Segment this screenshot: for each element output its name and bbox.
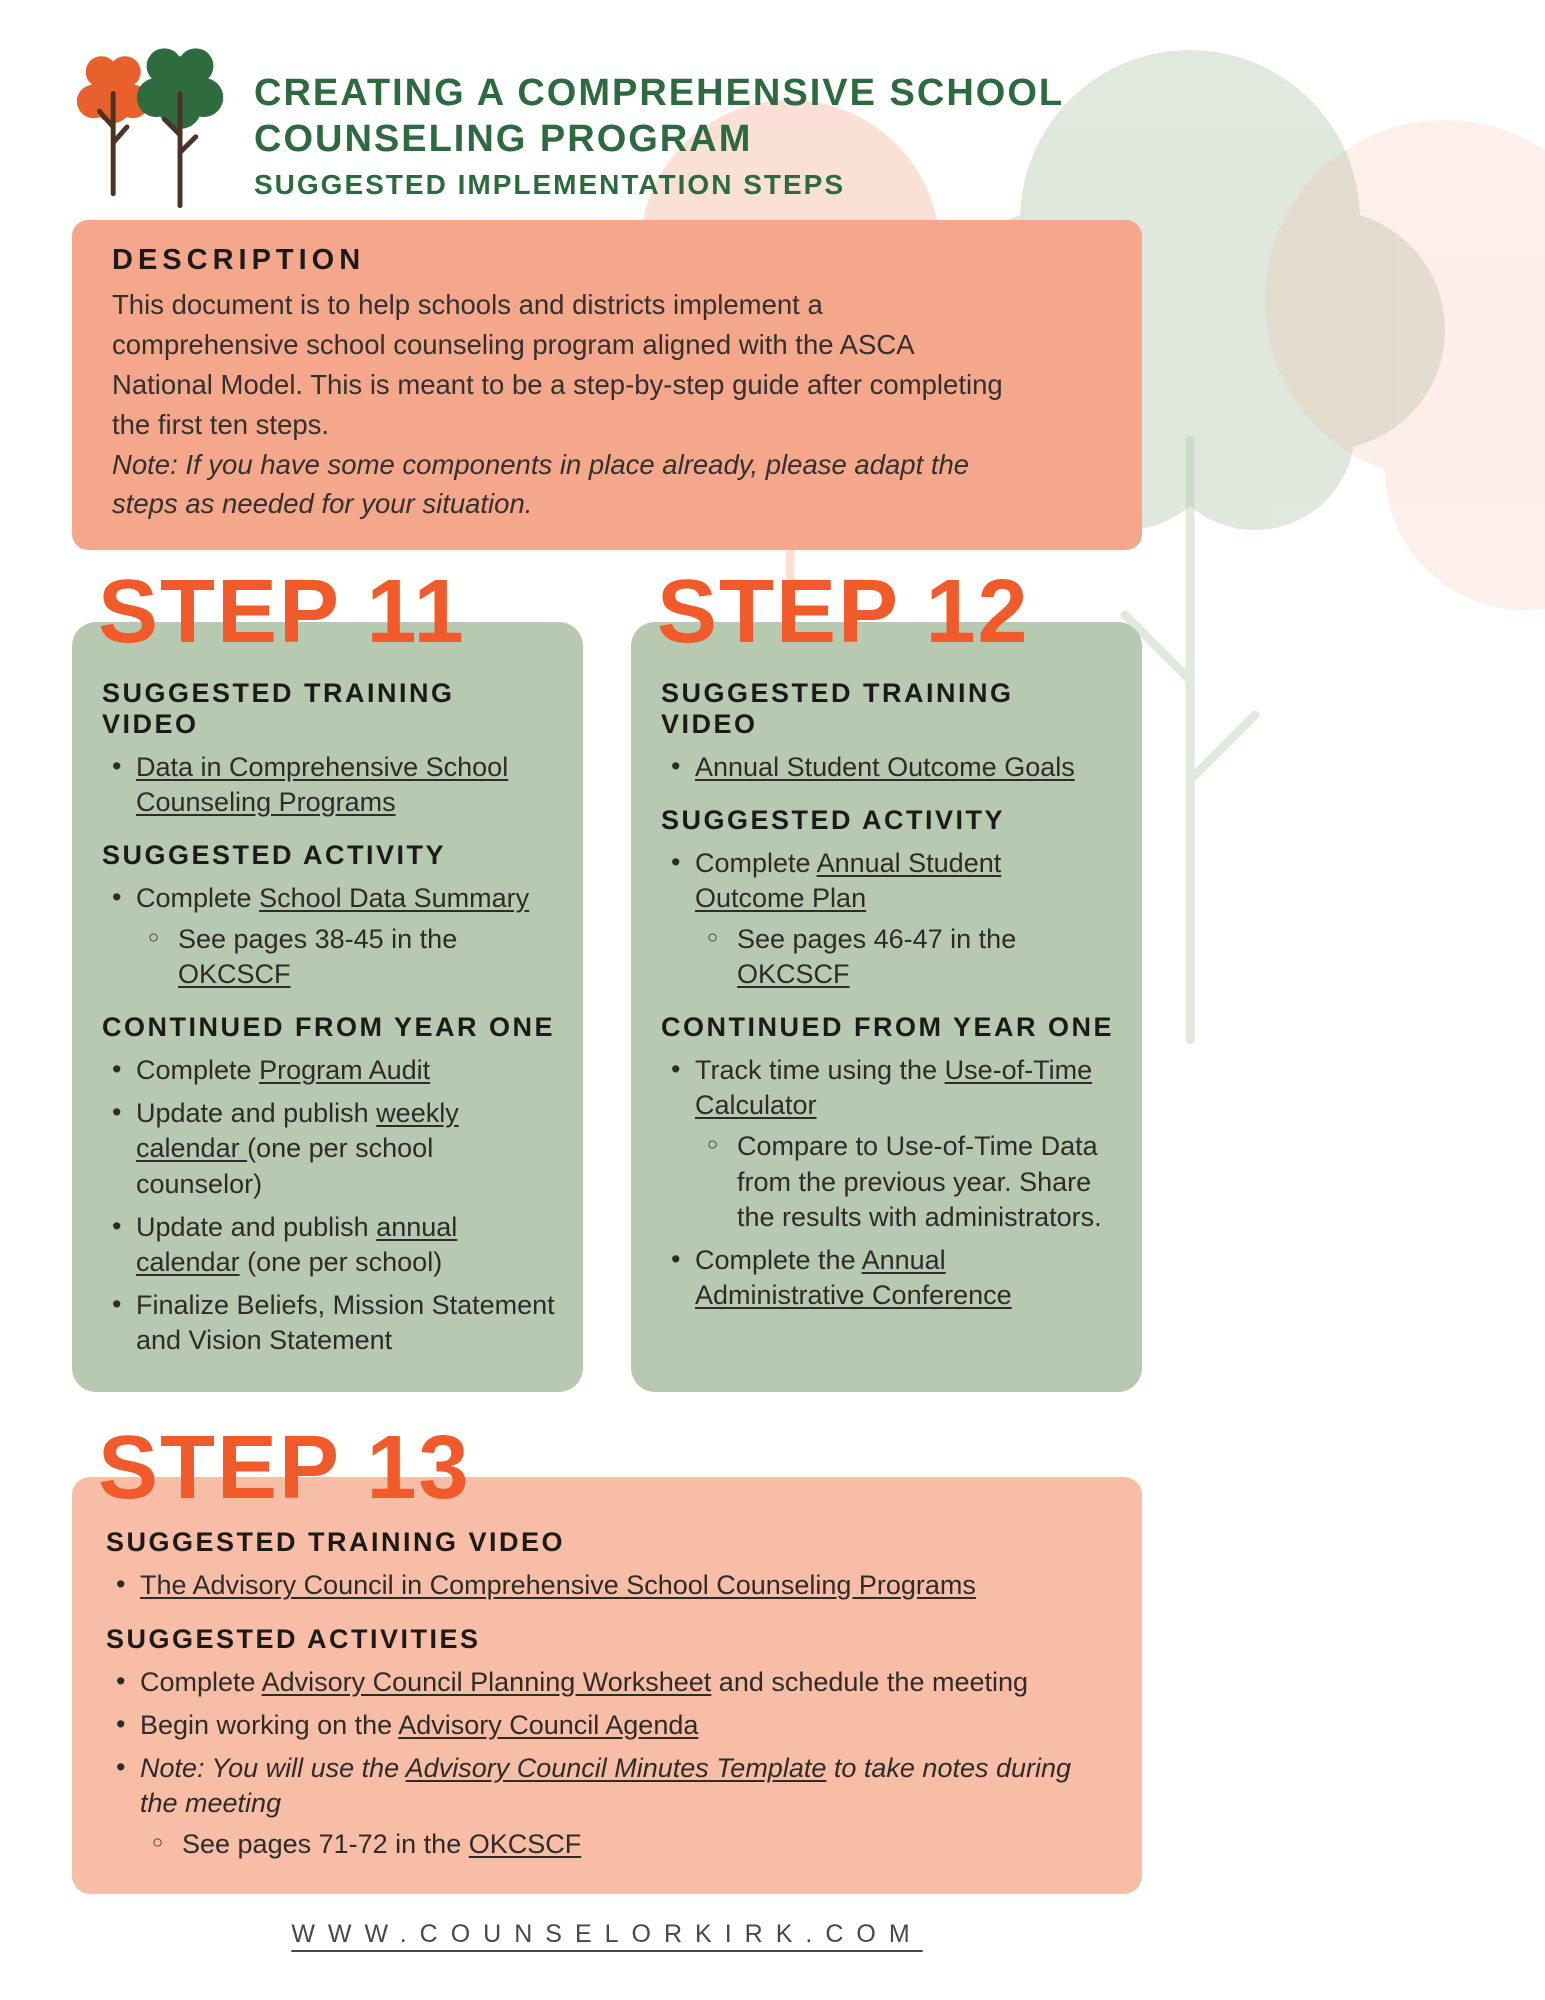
text-segment: Complete bbox=[140, 1666, 262, 1697]
trees-logo-icon bbox=[66, 36, 238, 214]
link[interactable]: Use-of-Time Calculator bbox=[695, 1055, 1093, 1121]
footer bbox=[72, 1920, 1142, 1949]
list-item-text bbox=[136, 1212, 457, 1277]
section-heading-training-video: SUGGESTED TRAINING VIDEO bbox=[106, 1527, 566, 1558]
website-link[interactable]: WWW.COUNSELORKIRK.COM bbox=[291, 1920, 923, 1949]
link[interactable]: Annual Student Outcome Plan bbox=[695, 847, 1002, 913]
text-segment: (one per school counselor) bbox=[136, 1133, 434, 1199]
text-segment: Track time using the bbox=[695, 1055, 945, 1086]
section-heading-continued: CONTINUED FROM YEAR ONE bbox=[102, 1012, 556, 1043]
content bbox=[0, 36, 1545, 1949]
text-segment: to take notes during the meeting bbox=[140, 1752, 1072, 1818]
link[interactable]: Program Audit bbox=[259, 1055, 431, 1086]
list-item-text bbox=[695, 752, 1075, 782]
text-segment: Begin working on the bbox=[140, 1709, 399, 1740]
list-item bbox=[102, 1288, 557, 1358]
page-title-line-1: CREATING A COMPREHENSIVE SCHOOL bbox=[254, 72, 1065, 114]
bullet-list bbox=[661, 1053, 1116, 1313]
link[interactable]: Advisory Council Planning Worksheet bbox=[261, 1666, 712, 1697]
link[interactable]: Data in Comprehensive School Counseling Programs bbox=[136, 751, 509, 817]
description-section bbox=[72, 220, 1142, 550]
bullet-list bbox=[102, 881, 557, 992]
link[interactable]: OKCSCF bbox=[468, 1828, 582, 1859]
list-item bbox=[106, 1708, 1108, 1743]
step-12-box bbox=[631, 622, 1142, 1392]
step-11-column bbox=[72, 560, 583, 1392]
step-13-heading: STEP 13 bbox=[98, 1417, 471, 1518]
link[interactable]: School Data Summary bbox=[259, 882, 530, 913]
description-body: This document is to help schools and districts implement a comprehensive school counseling program aligned with the ASCA National Model. This is meant to be a step-by-step guide after completing the first ten steps. bbox=[112, 289, 1003, 440]
description-heading: DESCRIPTION bbox=[112, 244, 366, 276]
bullet-list bbox=[661, 846, 1116, 992]
list-item-text bbox=[695, 848, 1001, 913]
text-segment: (one per school) bbox=[239, 1246, 443, 1277]
list-item bbox=[106, 1665, 1108, 1700]
text-segment: Compare to Use-of-Time Data from the previous year. Share the results with administrators. bbox=[737, 1131, 1102, 1232]
text-segment: See pages 38-45 in the bbox=[178, 924, 458, 955]
steps-row bbox=[72, 560, 1142, 1392]
sub-list-item bbox=[136, 922, 557, 992]
list-item-text bbox=[182, 1829, 581, 1859]
bullet-list bbox=[106, 1568, 1108, 1603]
section-heading-training-video: SUGGESTED TRAINING VIDEO bbox=[661, 677, 1014, 739]
list-item bbox=[102, 1210, 557, 1280]
text-segment: Update and publish bbox=[136, 1211, 377, 1242]
link[interactable]: Annual Student Outcome Goals bbox=[695, 751, 1075, 782]
step-12-heading: STEP 12 bbox=[657, 562, 1030, 663]
bullet-list bbox=[102, 1053, 557, 1358]
list-item bbox=[106, 1568, 1108, 1603]
step-11-heading: STEP 11 bbox=[98, 562, 466, 663]
list-item-text bbox=[136, 752, 508, 817]
text-segment: Update and publish bbox=[136, 1098, 377, 1129]
list-item-text bbox=[695, 1245, 1012, 1310]
list-item bbox=[661, 750, 1116, 785]
section-heading-training-video: SUGGESTED TRAINING VIDEO bbox=[102, 677, 455, 739]
text-segment: and schedule the meeting bbox=[711, 1666, 1029, 1697]
bullet-list bbox=[102, 750, 557, 820]
list-item bbox=[661, 846, 1116, 992]
sub-bullet-list bbox=[140, 1827, 1108, 1862]
list-item-text bbox=[737, 1131, 1102, 1231]
text-segment: Complete bbox=[136, 882, 260, 913]
text-segment: Note: You will use the bbox=[140, 1752, 406, 1783]
sub-bullet-list bbox=[695, 1129, 1116, 1234]
title-block bbox=[254, 36, 1064, 214]
link[interactable]: Annual Administrative Conference bbox=[695, 1244, 1012, 1310]
sub-bullet-list bbox=[136, 922, 557, 992]
header bbox=[66, 36, 1545, 214]
section-heading-continued: CONTINUED FROM YEAR ONE bbox=[661, 1012, 1115, 1043]
link[interactable]: annual calendar bbox=[136, 1211, 458, 1277]
text-segment: Complete the bbox=[695, 1244, 862, 1275]
list-item-text bbox=[178, 924, 457, 989]
list-item bbox=[102, 1053, 557, 1088]
sub-bullet-list bbox=[695, 922, 1116, 992]
list-item-text bbox=[695, 1055, 1092, 1120]
text-segment: Finalize Beliefs, Mission Statement and Vision Statement bbox=[136, 1289, 555, 1355]
text-segment: Complete bbox=[136, 1055, 260, 1086]
list-item-text bbox=[136, 1055, 430, 1085]
list-item-text bbox=[136, 1290, 555, 1355]
list-item bbox=[661, 1053, 1116, 1234]
section-heading-activity: SUGGESTED ACTIVITY bbox=[661, 804, 1006, 835]
link[interactable]: weekly calendar bbox=[136, 1098, 459, 1164]
link[interactable]: OKCSCF bbox=[178, 959, 291, 990]
list-item-text bbox=[140, 1710, 698, 1740]
page-title-line-2: COUNSELING PROGRAM bbox=[254, 118, 753, 161]
sub-list-item bbox=[695, 922, 1116, 992]
sub-list-item bbox=[140, 1827, 1108, 1862]
list-item-text bbox=[140, 1667, 1028, 1697]
list-item bbox=[102, 881, 557, 992]
list-item-text bbox=[136, 883, 529, 913]
list-item bbox=[661, 1243, 1116, 1313]
text-segment: See pages 71-72 in the bbox=[182, 1828, 469, 1859]
list-item-text bbox=[737, 924, 1016, 989]
section-heading-activity: SUGGESTED ACTIVITY bbox=[102, 839, 447, 870]
step-11-box bbox=[72, 622, 583, 1392]
list-item-text bbox=[140, 1753, 1071, 1818]
list-item-text bbox=[140, 1570, 976, 1600]
list-item-text bbox=[136, 1098, 459, 1198]
link[interactable]: Advisory Council Minutes Template bbox=[405, 1752, 827, 1783]
link[interactable]: OKCSCF bbox=[737, 959, 850, 990]
step-12-column bbox=[631, 560, 1142, 1392]
text-segment: Complete bbox=[695, 847, 817, 878]
step-13-box bbox=[72, 1477, 1142, 1894]
link[interactable]: Advisory Council Agenda bbox=[398, 1709, 699, 1740]
step-13-section bbox=[72, 1416, 1142, 1894]
description-note: Note: If you have some components in place already, please adapt the steps as needed for your situation. bbox=[112, 448, 970, 520]
sub-list-item bbox=[695, 1129, 1116, 1234]
bullet-list bbox=[661, 750, 1116, 785]
page-title bbox=[254, 70, 1064, 163]
list-item bbox=[106, 1751, 1108, 1862]
list-item bbox=[102, 750, 557, 820]
page-subtitle: SUGGESTED IMPLEMENTATION STEPS bbox=[254, 168, 846, 200]
link[interactable]: The Advisory Council in Comprehensive School Counseling Programs bbox=[140, 1570, 976, 1601]
section-heading-activities: SUGGESTED ACTIVITIES bbox=[106, 1623, 481, 1654]
bullet-list bbox=[106, 1665, 1108, 1862]
text-segment: See pages 46-47 in the bbox=[737, 924, 1017, 955]
list-item bbox=[102, 1096, 557, 1201]
